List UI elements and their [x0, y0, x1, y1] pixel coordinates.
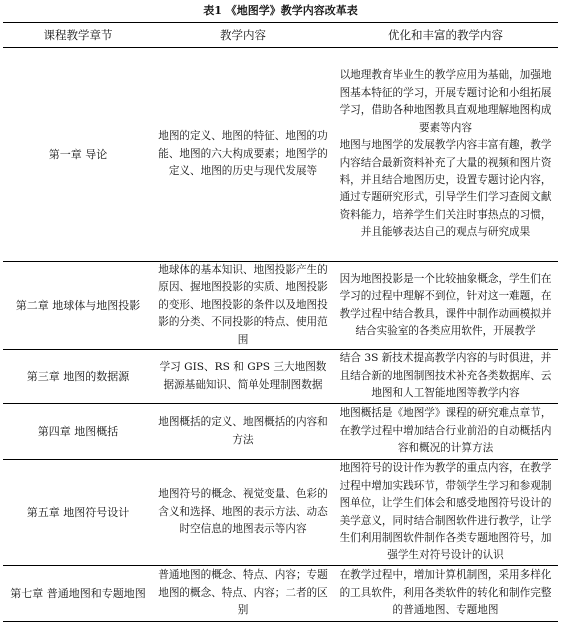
- cell-optimized: 结合 3S 新技术提高教学内容的与时俱进，并且结合新的地图制图技术补充各类数据库、云地图和人工智能地图等教学内容: [333, 350, 558, 404]
- cell-optimized: 在教学过程中，增加计算机制图，采用多样化的工具软件，利用各类软件的转化和制作完整的普通地图、专题地图: [333, 566, 558, 622]
- cell-optimized: [333, 48, 558, 262]
- table-row: [3, 262, 558, 350]
- table-body: [3, 48, 558, 622]
- table-row: [3, 404, 558, 460]
- table-header: [3, 23, 558, 48]
- cell-content: 地图符号的概念、视觉变量、色彩的含义和选择、地图的表示方法、动态时空信息的地图表示等内容: [153, 460, 333, 566]
- cell-optimized: 地图符号的设计作为教学的重点内容，在教学过程中增加实践环节，带领学生学习和参观制图单位，让学生们体会和感受地图符号设计的美学意义，同时结合制图软件进行教学，让学生们利用制图软件制作各类专题地图符号，加强学生对符号设计的认识: [333, 460, 558, 566]
- cell-content: 普通地图的概念、特点、内容；专题地图的概念、特点、内容；二者的区别: [153, 566, 333, 622]
- table-row: [3, 48, 558, 262]
- cell-chapter: 第二章 地球体与地图投影: [3, 262, 153, 350]
- cell-content: 地球体的基本知识、地图投影产生的原因、握地图投影的实质、地图投影的变形、地图投影的条件以及地图投影的分类、不同投影的特点、使用范围: [153, 262, 333, 350]
- cell-content: 地图的定义、地图的特征、地图的功能、地图的六大构成要素；地图学的定义、地图的历史与现代发展等: [153, 48, 333, 262]
- table-caption: 表1 《地图学》教学内容改革表: [203, 4, 358, 17]
- cell-optimized: 因为地图投影是一个比较抽象概念，学生们在学习的过程中理解不到位，针对这一难题，在教学过程中结合教具，课件中制作动画模拟并结合实验室的各类应用软件，开展教学: [333, 262, 558, 350]
- table-row: [3, 350, 558, 404]
- header-row: [3, 23, 558, 48]
- cell-chapter: 第四章 地图概括: [3, 404, 153, 460]
- header-content: 教学内容: [153, 23, 333, 48]
- header-optimized: 优化和丰富的教学内容: [333, 23, 558, 48]
- cell-optimized: 地图概括是《地图学》课程的研究难点章节，在教学过程中增加结合行业前沿的自动概括内容和概况的计算方法: [333, 404, 558, 460]
- cell-chapter: 第五章 地图符号设计: [3, 460, 153, 566]
- reform-table: [3, 22, 558, 622]
- cell-chapter: 第三章 地图的数据源: [3, 350, 153, 404]
- cell-chapter: 第七章 普通地图和专题地图: [3, 566, 153, 622]
- paragraph: 以地理教育毕业生的教学应用为基础，加强地图基本特征的学习，开展专题讨论和小组拓展学习，借助各种地图教具直观地理解地图构成要素等内容: [339, 69, 552, 134]
- cell-content: 地图概括的定义、地图概括的内容和方法: [153, 404, 333, 460]
- header-chapter: 课程教学章节: [3, 23, 153, 48]
- cell-chapter: 第一章 导论: [3, 48, 153, 262]
- table-row: [3, 460, 558, 566]
- paragraph: 地图与地图学的发展教学内容丰富有趣，教学内容结合最新资料补充了大量的视频和图片资料，并且结合地图历史，设置专题讨论内容，通过专题研究形式，引导学生们学习查阅文献资料能力，培养学生们关注时事热点的习惯，并且能够表达自己的观点与研究成果: [339, 139, 552, 239]
- cell-content: 学习 GIS、RS 和 GPS 三大地图数据源基础知识、简单处理制图数据: [153, 350, 333, 404]
- cell-optimized-text: [336, 67, 555, 241]
